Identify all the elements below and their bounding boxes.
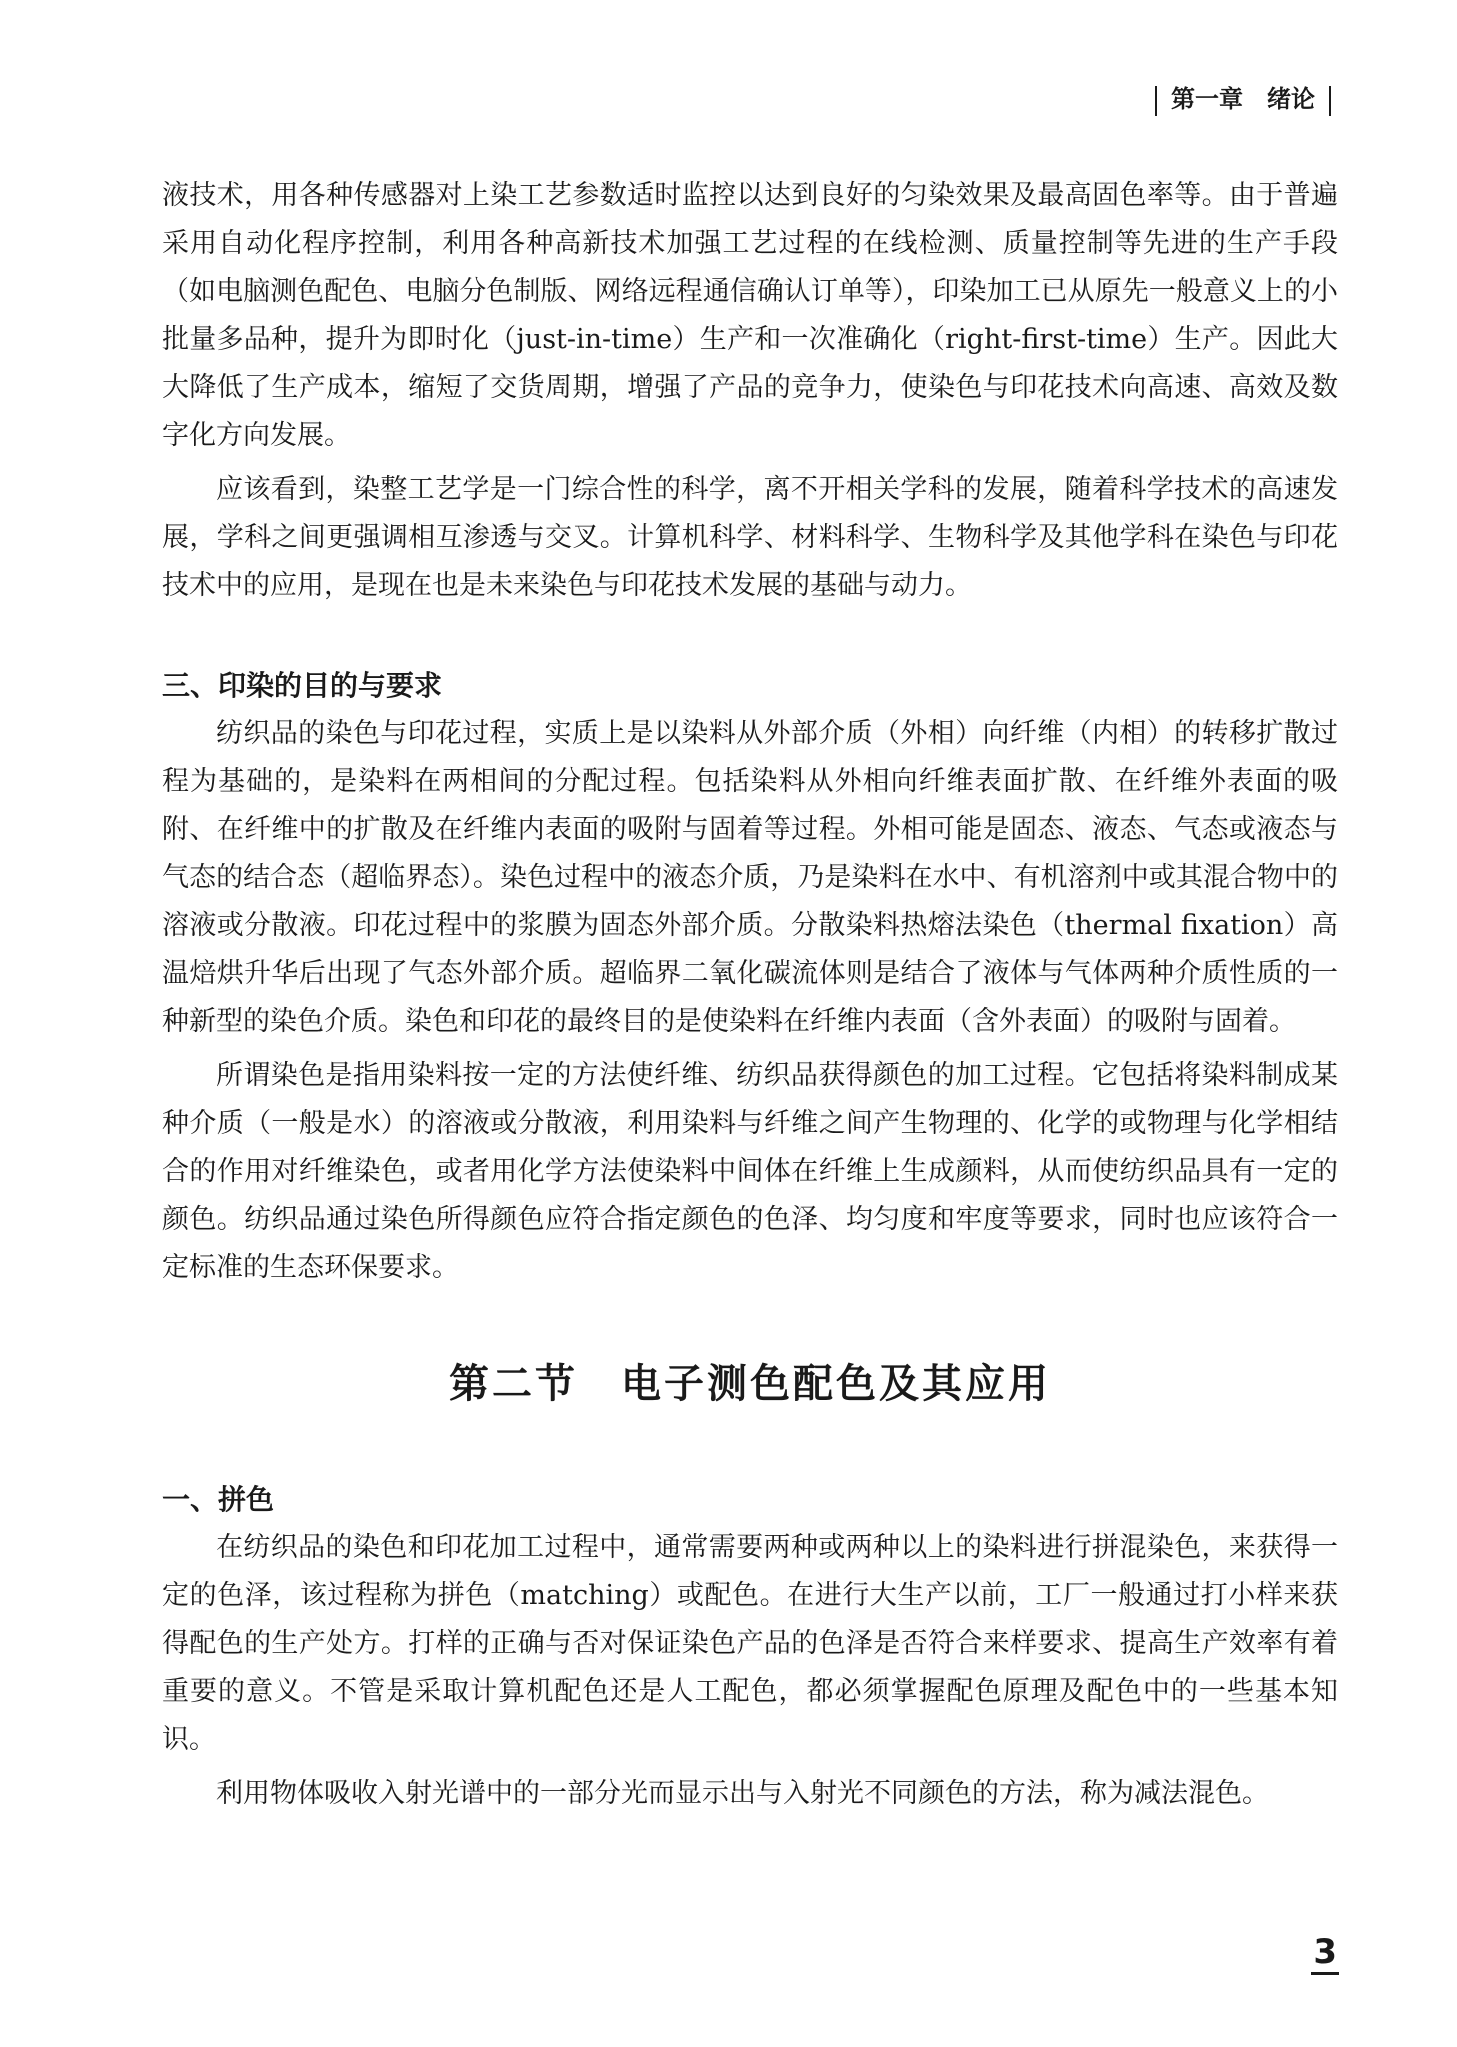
section-paragraph: 纺织品的染色与印花过程，实质上是以染料从外部介质（外相）向纤维（内相）的转移扩散过程为基础的，是染料在两相间的分配过程。包括染料从外相向纤维表面扩散、在纤维外表面的吸附、在纤维中的扩散及在纤维内表面的吸附与固着等过程。外相可能是固态、液态、气态或液态与气态的结合态（超临界态）。染色过程中的液态介质，乃是染料在水中、有机溶剂中或其混合物中的溶液或分散液。印花过程中的浆膜为固态外部介质。分散染料热熔法染色（thermal fixation）高温焙烘升华后出现了气态外部介质。超临界二氧化碳流体则是结合了液体与气体两种介质性质的一种新型的染色介质。染色和印花的最终目的是使染料在纤维内表面（含外表面）的吸附与固着。 bbox=[162, 718, 1338, 1037]
header-left-rule bbox=[1155, 86, 1157, 116]
intro-paragraph: 应该看到，染整工艺学是一门综合性的科学，离不开相关学科的发展，随着科学技术的高速发展，学科之间更强调相互渗透与交叉。计算机科学、材料科学、生物科学及其他学科在染色与印花技术中的应用，是现在也是未来染色与印花技术发展的基础与动力。 bbox=[162, 474, 1338, 601]
chapter-section-heading: 第二节 电子测色配色及其应用 bbox=[449, 1361, 1051, 1407]
running-title: 第一章 绪论 bbox=[1171, 84, 1315, 113]
subsection-paragraph: 在纺织品的染色和印花加工过程中，通常需要两种或两种以上的染料进行拼混染色，来获得一定的色泽，该过程称为拼色（matching）或配色。在进行大生产以前，工厂一般通过打小样来获得配色的生产处方。打样的正确与否对保证染色产品的色泽是否符合来样要求、提高生产效率有着重要的意义。不管是采取计算机配色还是人工配色，都必须掌握配色原理及配色中的一些基本知识。 bbox=[162, 1532, 1338, 1755]
section-paragraph: 所谓染色是指用染料按一定的方法使纤维、纺织品获得颜色的加工过程。它包括将染料制成某种介质（一般是水）的溶液或分散液，利用染料与纤维之间产生物理的、化学的或物理与化学相结合的作用对纤维染色，或者用化学方法使染料中间体在纤维上生成颜料，从而使纺织品具有一定的颜色。纺织品通过染色所得颜色应符合指定颜色的色泽、均匀度和牢度等要求，同时也应该符合一定标准的生态环保要求。 bbox=[162, 1060, 1338, 1283]
subsection-paragraph: 利用物体吸收入射光谱中的一部分光而显示出与入射光不同颜色的方法，称为减法混色。 bbox=[216, 1778, 1269, 1809]
running-header bbox=[1141, 82, 1345, 116]
subsection-heading-color-matching: 一、拼色 bbox=[162, 1483, 275, 1516]
header-right-rule bbox=[1329, 86, 1331, 116]
section-heading-purpose: 三、印染的目的与要求 bbox=[162, 669, 443, 702]
intro-paragraph-continued: 液技术，用各种传感器对上染工艺参数适时监控以达到良好的匀染效果及最高固色率等。由于普遍采用自动化程序控制，利用各种高新技术加强工艺过程的在线检测、质量控制等先进的生产手段（如电脑测色配色、电脑分色制版、网络远程通信确认订单等），印染加工已从原先一般意义上的小批量多品种，提升为即时化（just-in-time）生产和一次准确化（right-first-time）生产。因此大大降低了生产成本，缩短了交货周期，增强了产品的竞争力，使染色与印花技术向高速、高效及数字化方向发展。 bbox=[162, 180, 1338, 451]
page-body bbox=[162, 172, 1338, 1818]
page-number: 3 bbox=[1311, 1932, 1339, 1975]
